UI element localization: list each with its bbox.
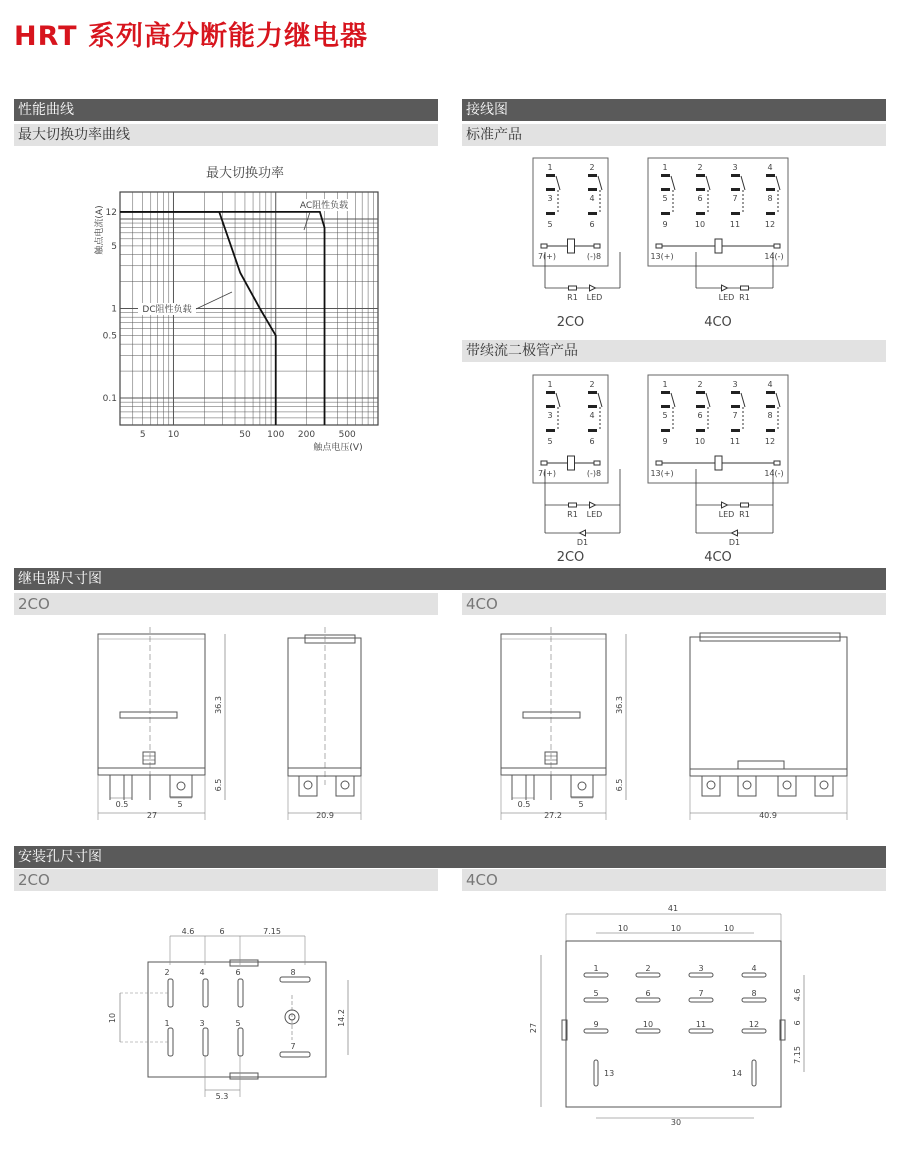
hole-4co-pin: 1 (593, 964, 599, 973)
hole-4co-pin: 11 (695, 1020, 707, 1029)
wiring-2co-diode (530, 367, 650, 567)
dc-load-line (120, 212, 276, 425)
hole-4co-s2: 10 (670, 924, 682, 933)
pin-label: 6 (697, 411, 703, 420)
coil-plus-label: 13(+) (650, 469, 674, 478)
coil-minus-label: 14(-) (764, 252, 784, 261)
pin-label: 7 (732, 411, 738, 420)
hole-2co-pin-2: 2 (164, 968, 170, 977)
pin-label: 9 (662, 437, 668, 446)
hole-4co-top: 41 (667, 904, 679, 913)
x-tick-label: 500 (338, 430, 356, 440)
chart-xlabel: 触点电压(V) (313, 443, 363, 453)
pin-label: 5 (662, 194, 668, 203)
pin-label: 5 (547, 437, 553, 446)
chart-ylabel: 触点电流(A) (95, 205, 105, 255)
pin-label: 1 (547, 380, 553, 389)
pin-label: 10 (694, 220, 706, 229)
page-title: HRT 系列高分断能力继电器 (14, 21, 368, 52)
hole-4co-pin: 13 (604, 1069, 615, 1078)
hole-4co-s3: 10 (723, 924, 735, 933)
hole-2co-pin-7: 7 (290, 1042, 296, 1051)
hole-2co-pin-1: 1 (164, 1019, 170, 1028)
wiring-2co-standard (530, 150, 650, 340)
hole-2co-d6: 6 (219, 927, 225, 936)
d1-label: D1 (576, 538, 589, 547)
coil-minus-label: 14(-) (764, 469, 784, 478)
wiring-diode-sub: 带续流二极管产品 (462, 340, 886, 362)
pin-label: 7 (732, 194, 738, 203)
pin-label: 6 (589, 220, 595, 229)
coil-plus-label: 13(+) (650, 252, 674, 261)
pin-label: 3 (732, 163, 738, 172)
holes-2co-drawing (0, 925, 440, 1145)
wiring-section-header: 接线图 (462, 99, 886, 121)
pin-label: 1 (662, 380, 668, 389)
pin-label: 12 (764, 220, 776, 229)
dim-2co-d05: 0.5 (115, 800, 129, 809)
pin-label: 6 (697, 194, 703, 203)
wiring-type-label: 4CO (704, 550, 732, 565)
holes-4co-sub: 4CO (462, 869, 886, 891)
wiring-type-label: 4CO (704, 315, 732, 330)
wiring-standard-sub: 标准产品 (462, 124, 886, 146)
wiring-4co-diode (645, 367, 835, 567)
pin-label: 12 (764, 437, 776, 446)
coil-minus-label: (-)8 (586, 469, 602, 478)
dims-2co-drawing (0, 615, 440, 825)
dim-4co-width: 27.2 (544, 811, 562, 820)
dims-2co-sub: 2CO (14, 593, 438, 615)
hole-4co-pin: 3 (698, 964, 704, 973)
pin-label: 5 (662, 411, 668, 420)
pin-label: 8 (767, 411, 773, 420)
led-label: LED (586, 510, 603, 519)
x-tick-label: 50 (239, 430, 251, 440)
wiring-4co-standard (645, 150, 835, 340)
y-tick-label: 0.5 (102, 331, 117, 342)
hole-2co-d715: 7.15 (263, 927, 281, 936)
hole-4co-s1: 10 (617, 924, 629, 933)
pin-label: 2 (589, 380, 595, 389)
hole-2co-pin-3: 3 (199, 1019, 205, 1028)
dim-2co-height: 36.3 (214, 696, 223, 714)
x-tick-label: 100 (267, 430, 285, 440)
dc-load-annotation: DC阻性负载 (142, 305, 192, 315)
hole-2co-left: 10 (108, 1012, 117, 1024)
hole-4co-r3: 7.15 (793, 1046, 802, 1064)
hole-4co-bottom: 30 (670, 1118, 682, 1127)
wiring-type-label: 2CO (556, 315, 585, 330)
dim-2co-width: 27 (146, 811, 158, 820)
d1-label: D1 (728, 538, 741, 547)
wiring-type-label: 2CO (556, 550, 585, 565)
chart-title: 最大切换功率 (205, 166, 285, 181)
holes-section-header: 安装孔尺寸图 (14, 846, 886, 868)
led-label: LED (718, 293, 735, 302)
hole-4co-left: 27 (529, 1022, 538, 1034)
pin-label: 9 (662, 220, 668, 229)
hole-2co-d46: 4.6 (181, 927, 195, 936)
x-tick-label: 5 (139, 430, 146, 440)
hole-4co-pin: 12 (748, 1020, 760, 1029)
holes-4co-drawing (448, 900, 888, 1130)
pin-label: 11 (729, 437, 741, 446)
coil-plus-label: 7(+) (537, 252, 557, 261)
dim-2co-side-width: 20.9 (316, 811, 334, 820)
pin-label: 6 (589, 437, 595, 446)
pin-label: 4 (767, 380, 773, 389)
dim-2co-pin: 6.5 (214, 778, 223, 792)
hole-4co-pin: 5 (593, 989, 599, 998)
pin-label: 11 (729, 220, 741, 229)
pin-label: 2 (697, 163, 703, 172)
dim-4co-d5: 5 (578, 800, 584, 809)
hole-4co-pin: 10 (642, 1020, 654, 1029)
curve-section-sub: 最大切换功率曲线 (14, 124, 438, 146)
pin-label: 2 (589, 163, 595, 172)
dim-4co-pin: 6.5 (615, 778, 624, 792)
led-label: LED (718, 510, 735, 519)
hole-4co-pin: 6 (645, 989, 651, 998)
y-tick-label: 12 (105, 207, 117, 218)
y-tick-label: 0.1 (102, 394, 117, 405)
pin-label: 1 (662, 163, 668, 172)
y-tick-label: 1 (111, 304, 117, 315)
pin-label: 3 (547, 194, 553, 203)
hole-2co-right: 14.2 (337, 1009, 346, 1027)
y-tick-label: 5 (111, 241, 117, 252)
hole-4co-r1: 4.6 (793, 988, 802, 1002)
coil-minus-label: (-)8 (586, 252, 602, 261)
dim-4co-d05: 0.5 (517, 800, 531, 809)
hole-2co-pin-4: 4 (199, 968, 205, 977)
led-label: LED (586, 293, 603, 302)
hole-4co-pin: 2 (645, 964, 651, 973)
curve-section-header: 性能曲线 (14, 99, 438, 121)
hole-2co-pin-5: 5 (235, 1019, 241, 1028)
x-tick-label: 200 (297, 430, 316, 440)
hole-2co-bottom: 5.3 (215, 1092, 229, 1101)
dim-4co-height: 36.3 (615, 696, 624, 714)
pin-label: 4 (589, 411, 595, 420)
dims-4co-drawing (448, 615, 888, 825)
hole-4co-pin: 14 (731, 1069, 742, 1078)
pin-label: 10 (694, 437, 706, 446)
switching-power-chart (0, 150, 440, 460)
r1-label: R1 (567, 510, 578, 519)
dim-4co-side-width: 40.9 (759, 811, 777, 820)
pin-label: 3 (732, 380, 738, 389)
dims-section-header: 继电器尺寸图 (14, 568, 886, 590)
pin-label: 3 (547, 411, 553, 420)
r1-label: R1 (739, 293, 750, 302)
r1-label: R1 (567, 293, 578, 302)
pin-label: 2 (697, 380, 703, 389)
r1-label: R1 (739, 510, 750, 519)
hole-4co-pin: 4 (751, 964, 757, 973)
hole-2co-pin-8: 8 (290, 968, 296, 977)
holes-2co-sub: 2CO (14, 869, 438, 891)
x-tick-label: 10 (167, 430, 180, 440)
pin-label: 5 (547, 220, 553, 229)
ac-load-annotation: AC阻性负载 (299, 201, 349, 211)
hole-4co-pin: 9 (593, 1020, 599, 1029)
pin-label: 1 (547, 163, 553, 172)
dim-2co-d5: 5 (177, 800, 183, 809)
coil-plus-label: 7(+) (537, 469, 557, 478)
hole-4co-r2: 6 (793, 1020, 802, 1026)
hole-2co-pin-6: 6 (235, 968, 241, 977)
pin-label: 4 (589, 194, 595, 203)
pin-label: 4 (767, 163, 773, 172)
hole-4co-pin: 7 (698, 989, 704, 998)
hole-4co-pin: 8 (751, 989, 757, 998)
pin-label: 8 (767, 194, 773, 203)
dims-4co-sub: 4CO (462, 593, 886, 615)
